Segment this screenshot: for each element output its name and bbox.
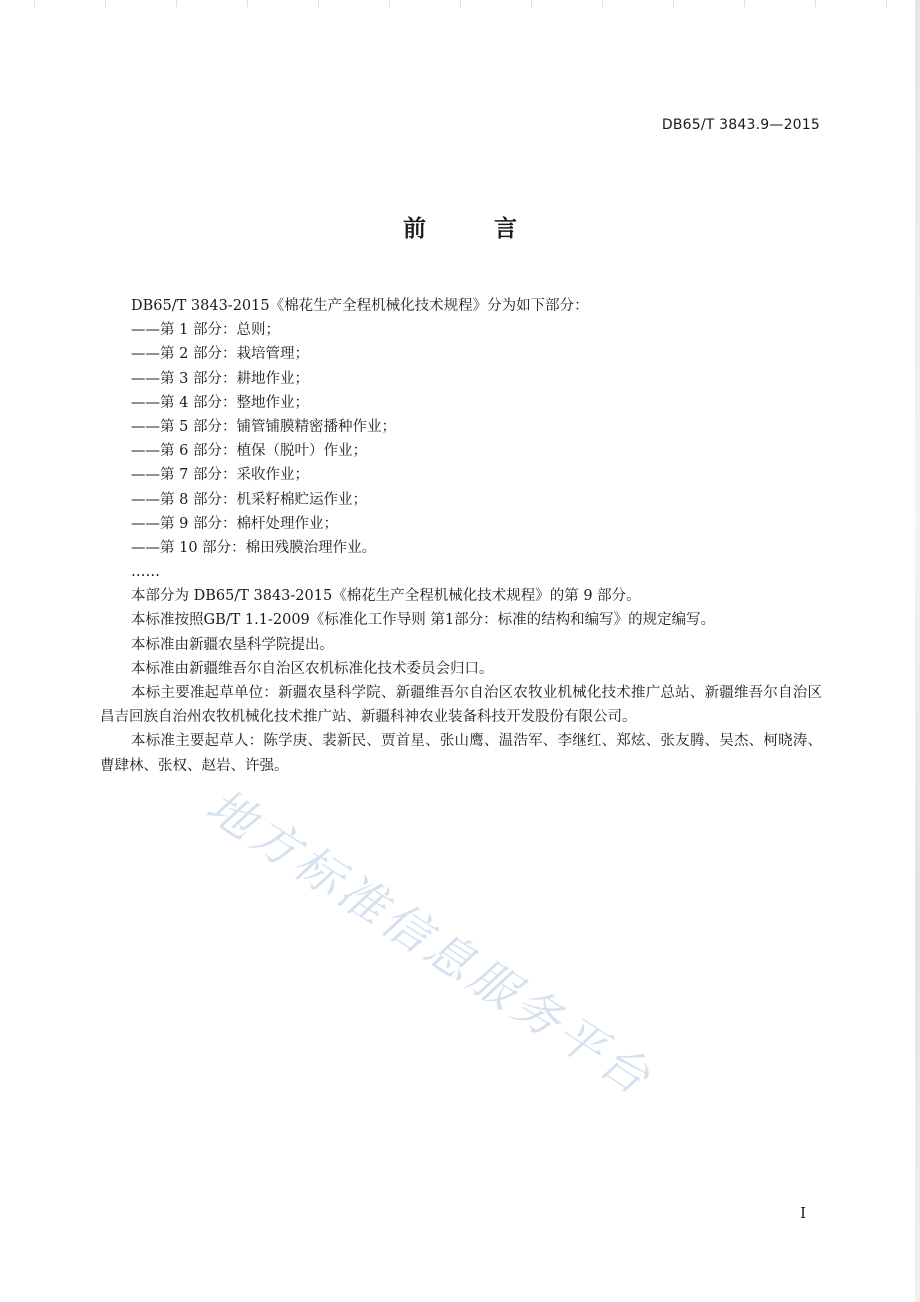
- page-title: 前 言: [402, 216, 547, 242]
- part-item-2: ——第 2 部分：栽培管理；: [131, 346, 309, 363]
- ellipsis: ……: [131, 564, 160, 581]
- document-code: DB65/T 3843.9—2015: [661, 117, 820, 133]
- paragraph-proposer: 本标准由新疆农垦科学院提出。: [131, 636, 334, 653]
- part-item-9: ——第 9 部分：棉杆处理作业；: [131, 515, 338, 532]
- part-item-7: ——第 7 部分：采收作业；: [131, 467, 309, 484]
- part-item-5: ——第 5 部分：铺管铺膜精密播种作业；: [131, 418, 396, 435]
- paragraph-drafters: 本标准主要起草人：陈学庚、裴新民、贾首星、张山鹰、温浩军、李继红、郑炫、张友腾、吴杰、柯晓涛、曹肆林、张权、赵岩、许强。: [100, 733, 822, 774]
- part-item-4: ——第 4 部分：整地作业；: [131, 394, 309, 411]
- document-body: [100, 294, 822, 778]
- part-item-1: ——第 1 部分：总则；: [131, 322, 280, 339]
- part-item-3: ——第 3 部分：耕地作业；: [131, 370, 309, 387]
- scan-edge-top: [0, 0, 920, 7]
- intro-line: DB65/T 3843-2015《棉花生产全程机械化技术规程》分为如下部分：: [131, 298, 589, 314]
- paragraph-administrator: 本标准由新疆维吾尔自治区农机标准化技术委员会归口。: [131, 660, 494, 677]
- paragraph-drafting-units: 本标主要准起草单位：新疆农垦科学院、新疆维吾尔自治区农牧业机械化技术推广总站、新疆维吾尔自治区昌吉回族自治州农牧机械化技术推广站、新疆科神农业装备科技开发股份有限公司。: [100, 685, 822, 726]
- part-item-8: ——第 8 部分：机采籽棉贮运作业；: [131, 491, 367, 508]
- watermark: 地方标准信息服务平台: [196, 778, 663, 1108]
- paragraph-drafting-rules: 本标准按照GB/T 1.1-2009《标准化工作导则 第1部分：标准的结构和编写》的规定编写。: [131, 612, 716, 629]
- part-item-10: ——第 10 部分：棉田残膜治理作业。: [131, 539, 377, 556]
- part-item-6: ——第 6 部分：植保（脱叶）作业；: [131, 443, 367, 460]
- scan-edge-right: [915, 0, 920, 1302]
- page-number: I: [800, 1204, 806, 1222]
- paragraph-part-statement: 本部分为 DB65/T 3843-2015《棉花生产全程机械化技术规程》的第 9 部分。: [131, 588, 641, 605]
